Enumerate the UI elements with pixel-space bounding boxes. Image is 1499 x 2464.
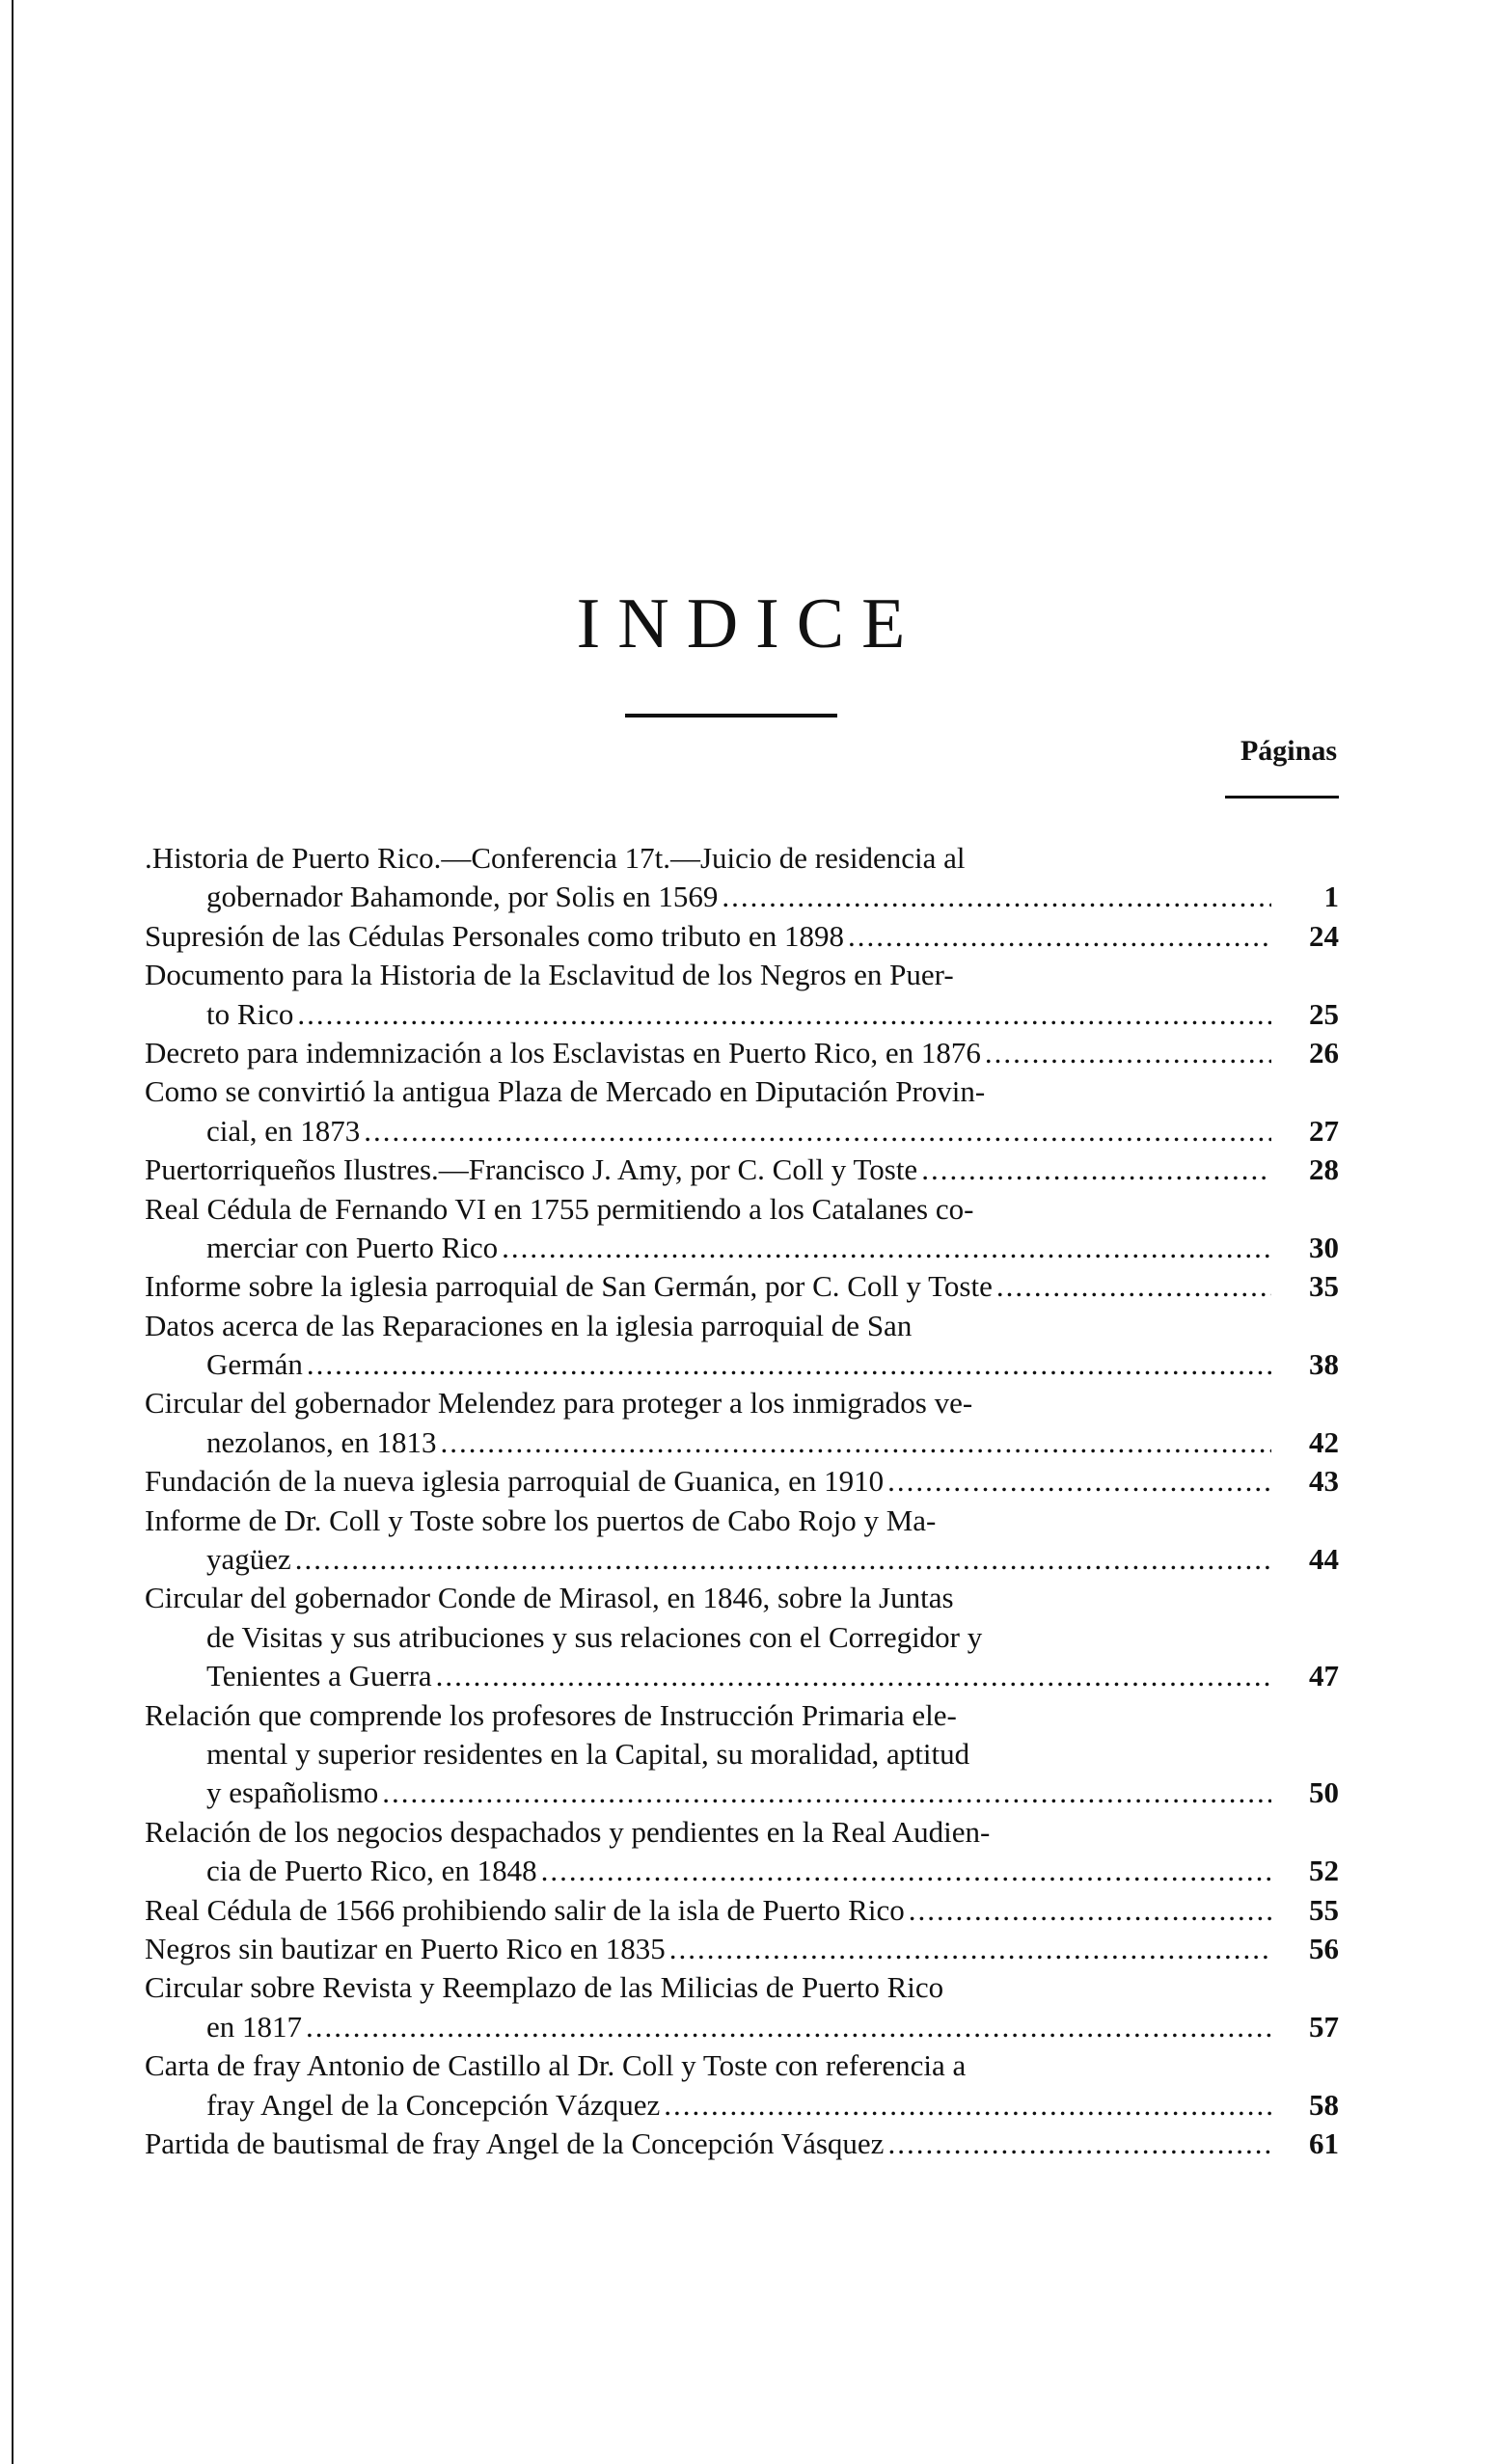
dot-leader (364, 1112, 1271, 1151)
entry-text-line: Datos acerca de las Reparaciones en la iglesia parroquial de San (145, 1308, 913, 1342)
pages-label-rule (1225, 796, 1339, 799)
page-title: INDICE (576, 584, 923, 663)
dot-leader (382, 1774, 1271, 1812)
entry-text-line: Real Cédula de 1566 prohibiendo salir de la isla de Puerto Rico (145, 1892, 905, 1927)
dot-leader (502, 1229, 1271, 1267)
index-entry (145, 2125, 1339, 2163)
page-number: 26 (1309, 1035, 1339, 1070)
entry-text-line: nezolanos, en 1813 (206, 1424, 437, 1459)
entry-text-line: Relación que comprende los profesores de Instrucción Primaria ele- (145, 1697, 957, 1732)
dot-leader (440, 1423, 1271, 1462)
entry-text-line: yagüez (206, 1542, 291, 1577)
dot-leader (909, 1891, 1271, 1930)
page-number: 52 (1309, 1854, 1339, 1888)
entry-text-line: Circular sobre Revista y Reemplazo de las Milicias de Puerto Rico (145, 1970, 944, 2005)
dot-leader (669, 1930, 1271, 1968)
entry-text-line: Documento para la Historia de la Esclavitud de los Negros en Puer- (145, 958, 954, 992)
entry-text-line: Decreto para indemnización a los Esclavistas en Puerto Rico, en 1876 (145, 1035, 981, 1070)
entry-text-line: mental y superior residentes en la Capital, su moralidad, aptitud (206, 1736, 970, 1771)
index-entry (145, 1384, 1339, 1462)
index-entry (145, 1579, 1339, 1695)
dot-leader (996, 1267, 1271, 1306)
index-entry (145, 1462, 1339, 1501)
entry-text-line: Relación de los negocios despachados y pendientes en la Real Audien- (145, 1814, 991, 1849)
page-number: 44 (1309, 1542, 1339, 1577)
entry-text-line: Germán (206, 1347, 303, 1382)
entry-text-line: Informe de Dr. Coll y Toste sobre los puertos de Cabo Rojo y Ma- (145, 1503, 937, 1537)
entry-text-line: Puertorriqueños Ilustres.—Francisco J. Amy, por C. Coll y Toste (145, 1152, 918, 1187)
entry-text-line: Como se convirtió la antigua Plaza de Mercado en Diputación Provin- (145, 1074, 986, 1109)
index-entry (145, 1502, 1339, 1580)
dot-leader (295, 1540, 1271, 1579)
entry-text-line: de Visitas y sus atribuciones y sus relaciones con el Corregidor y (206, 1619, 983, 1654)
dot-leader (436, 1657, 1271, 1695)
index-entry (145, 1151, 1339, 1189)
entry-text-line: en 1817 (206, 2009, 303, 2044)
entry-text-line: merciar con Puerto Rico (206, 1230, 499, 1264)
dot-leader (722, 878, 1271, 916)
entry-text-line: gobernador Bahamonde, por Solis en 1569 (206, 880, 719, 914)
entry-text-line: Negros sin bautizar en Puerto Rico en 1835 (145, 1931, 666, 1965)
dot-leader (985, 1034, 1271, 1072)
dot-leader (541, 1852, 1271, 1890)
entry-text-line: Circular del gobernador Conde de Mirasol, en 1846, sobre la Juntas (145, 1581, 954, 1615)
index-entry (145, 2046, 1339, 2125)
index-entry (145, 1267, 1339, 1306)
index-entry (145, 1968, 1339, 2046)
entry-text-line: .Historia de Puerto Rico.—Conferencia 17t.—Juicio de residencia al (145, 841, 966, 875)
page-number: 25 (1309, 996, 1339, 1031)
entry-text-line: Carta de fray Antonio de Castillo al Dr. Coll y Toste con referencia a (145, 2048, 967, 2083)
index-entry (145, 917, 1339, 956)
page-number: 50 (1309, 1775, 1339, 1810)
entry-text-line: Tenientes a Guerra (206, 1659, 432, 1693)
page-number: 24 (1309, 918, 1339, 953)
entry-text-line: Supresión de las Cédulas Personales como tributo en 1898 (145, 918, 844, 953)
page-number: 35 (1309, 1269, 1339, 1304)
entry-text-line: cia de Puerto Rico, en 1848 (206, 1854, 537, 1888)
index-entry (145, 1307, 1339, 1385)
page-number: 57 (1309, 2009, 1339, 2044)
index-entries (145, 839, 1339, 2163)
entry-text-line: Fundación de la nueva iglesia parroquial de Guanica, en 1910 (145, 1464, 885, 1499)
index-entry (145, 1190, 1339, 1268)
entry-text-line: fray Angel de la Concepción Vázquez (206, 2087, 661, 2122)
page-number: 42 (1309, 1424, 1339, 1459)
entry-text-line: Circular del gobernador Melendez para proteger a los inmigrados ve- (145, 1386, 973, 1421)
index-entry (145, 1930, 1339, 1968)
page-number: 38 (1309, 1347, 1339, 1382)
page-edge-line (12, 0, 14, 2464)
index-entry (145, 956, 1339, 1034)
page-number: 58 (1309, 2087, 1339, 2122)
dot-leader (887, 2125, 1271, 2163)
page-number: 47 (1309, 1659, 1339, 1693)
pages-column-label: Páginas (1240, 735, 1337, 767)
title-underline (625, 714, 837, 718)
dot-leader (297, 995, 1271, 1034)
entry-text-line: y españolismo (206, 1775, 379, 1810)
entry-text-line: Partida de bautismal de fray Angel de la Concepción Vásquez (145, 2126, 885, 2160)
index-entry (145, 1696, 1339, 1813)
page-number: 28 (1309, 1152, 1339, 1187)
entry-text-line: cial, en 1873 (206, 1113, 361, 1148)
dot-leader (307, 1345, 1271, 1384)
index-entry (145, 1034, 1339, 1072)
index-entry (145, 1813, 1339, 1891)
page-number: 1 (1323, 880, 1339, 914)
page-number: 56 (1309, 1931, 1339, 1965)
dot-leader (887, 1462, 1271, 1501)
entry-text-line: to Rico (206, 996, 294, 1031)
page-number: 27 (1309, 1113, 1339, 1148)
entry-text-line: Real Cédula de Fernando VI en 1755 permitiendo a los Catalanes co- (145, 1191, 974, 1226)
page-number: 55 (1309, 1892, 1339, 1927)
index-entry (145, 1072, 1339, 1151)
dot-leader (848, 917, 1271, 956)
index-entry (145, 839, 1339, 917)
index-entry (145, 1891, 1339, 1930)
entry-text-line: Informe sobre la iglesia parroquial de San Germán, por C. Coll y Toste (145, 1269, 993, 1304)
page-number: 43 (1309, 1464, 1339, 1499)
dot-leader (306, 2008, 1271, 2046)
page-number: 61 (1309, 2126, 1339, 2160)
dot-leader (664, 2086, 1271, 2125)
page-number: 30 (1309, 1230, 1339, 1264)
dot-leader (921, 1151, 1271, 1189)
